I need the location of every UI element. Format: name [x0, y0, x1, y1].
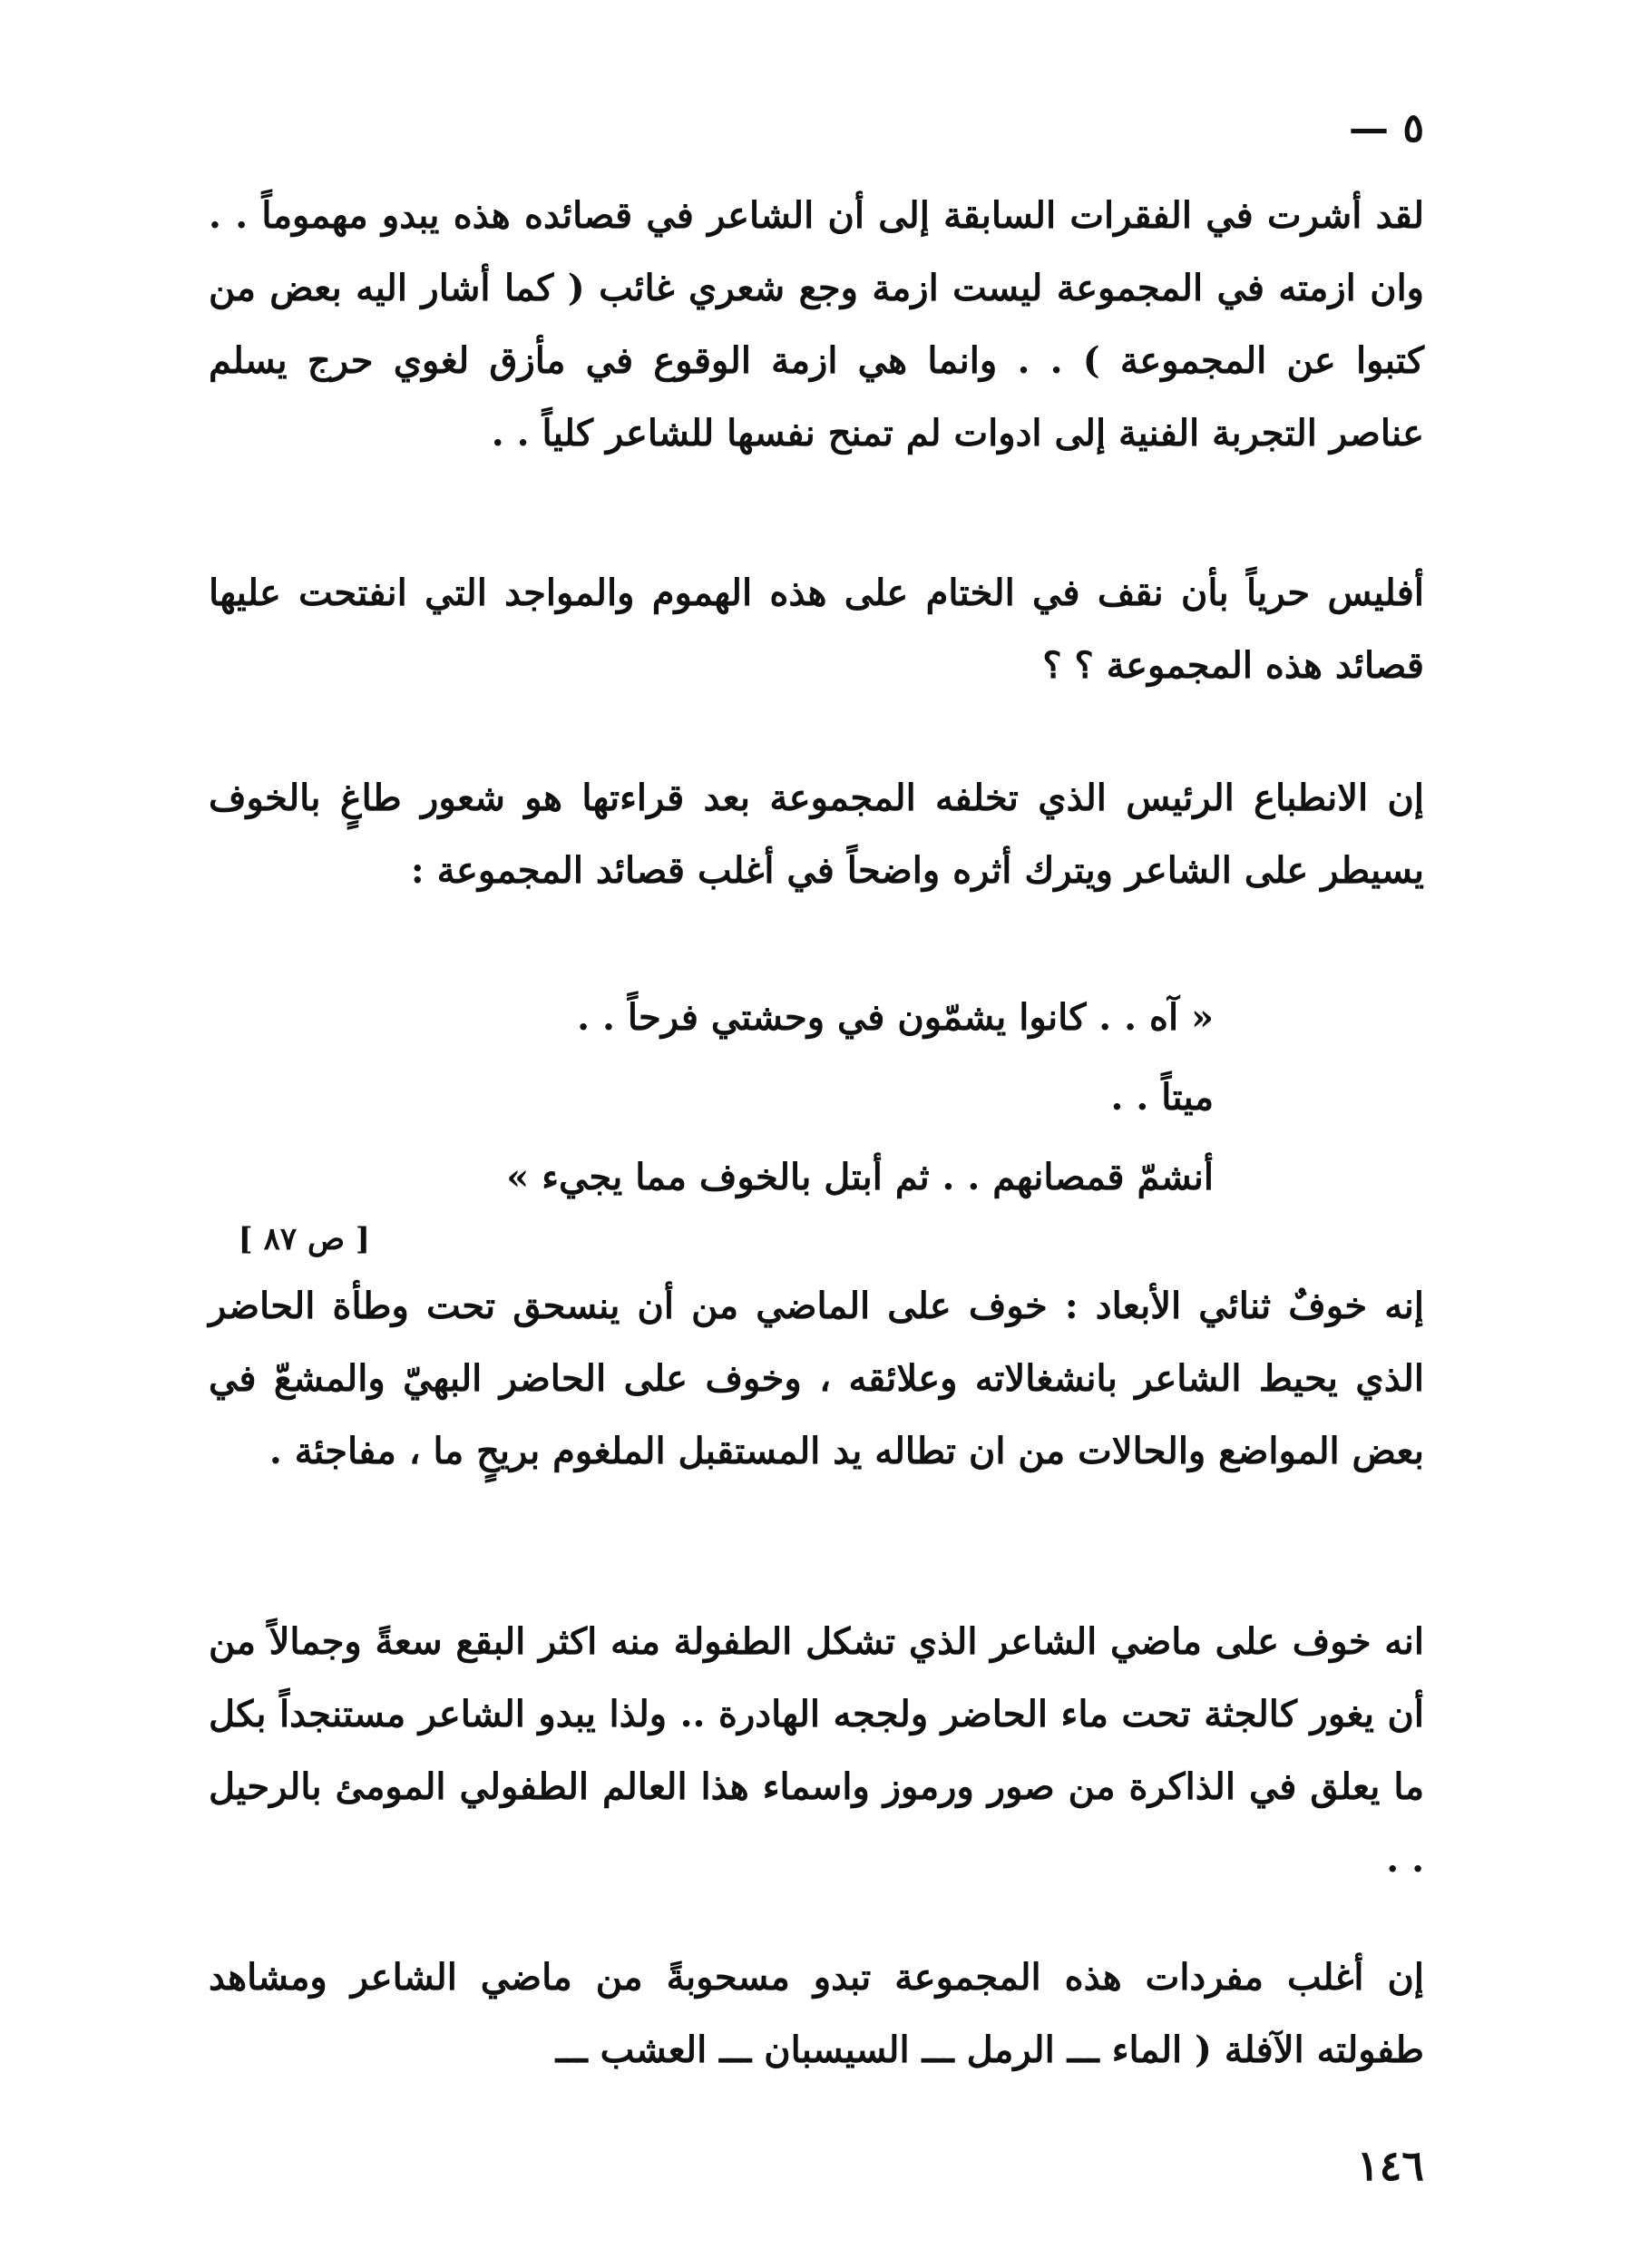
paragraph-4: إنه خوفٌ ثنائي الأبعاد : خوف على الماضي من أن ينسحق تحت وطأة الحاضر الذي يحيط الشاعر بانشغالاته وعلائقه ، وخوف على الحاضر البهيّ والمشعّ في بعض المواضع والحالات من ان تطاله يد المستقبل الملغوم بريحٍ ما ، مفاجئة . — [209, 1285, 1424, 1472]
paragraph-5: انه خوف على ماضي الشاعر الذي تشكل الطفولة منه اكثر البقع سعةً وجمالاً من أن يغور كالجثة تحت ماء الحاضر ولججه الهادرة .. ولذا يبدو الشاعر مستنجداً بكل ما يعلق في الذاكرة من صور ورموز واسماء هذا العالم الطفولي المومئ بالرحيل . . — [209, 1620, 1424, 1881]
page-marker: ٥ — — [1349, 105, 1424, 152]
paragraph-6: إن أغلب مفردات هذه المجموعة تبدو مسحوبةً من ماضي الشاعر ومشاهد طفولته الآفلة ( الماء ـــ الرمل ـــ السيسبان ـــ العشب ـــ — [209, 1956, 1424, 2071]
quoted-verse-line-1: « آه . . كانوا يشمّون في وحشتي فرحاً . . — [577, 996, 1214, 1039]
paragraph-1: لقد أشرت في الفقرات السابقة إلى أن الشاعر في قصائده هذه يبدو مهموماً . . وان ازمته في المجموعة ليست ازمة وجع شعري غائب ( كما أشار اليه بعض من كتبوا عن المجموعة ) . . وانما هي ازمة الوقوع في مأزق لغوي حرج يسلم عناصر التجربة الفنية إلى ادوات لم تمنح نفسها للشاعر كلياً . . — [209, 194, 1424, 455]
page-reference: [ ص ٨٧ ] — [238, 1221, 370, 1257]
quoted-verse-line-2: ميتاً . . — [1110, 1076, 1214, 1119]
quoted-verse-line-3: أنشمّ قمصانهم . . ثم أبتل بالخوف مما يجيء » — [506, 1156, 1214, 1198]
paragraph-3: إن الانطباع الرئيس الذي تخلفه المجموعة بعد قراءتها هو شعور طاغٍ بالخوف يسيطر على الشاعر ويترك أثره واضحاً في أغلب قصائد المجموعة : — [209, 777, 1424, 892]
paragraph-2: أفليس حرياً بأن نقف في الختام على هذه الهموم والمواجد التي انفتحت عليها قصائد هذه المجموعة ؟ ؟ — [209, 572, 1424, 687]
page-number: ١٤٦ — [1356, 2141, 1424, 2190]
